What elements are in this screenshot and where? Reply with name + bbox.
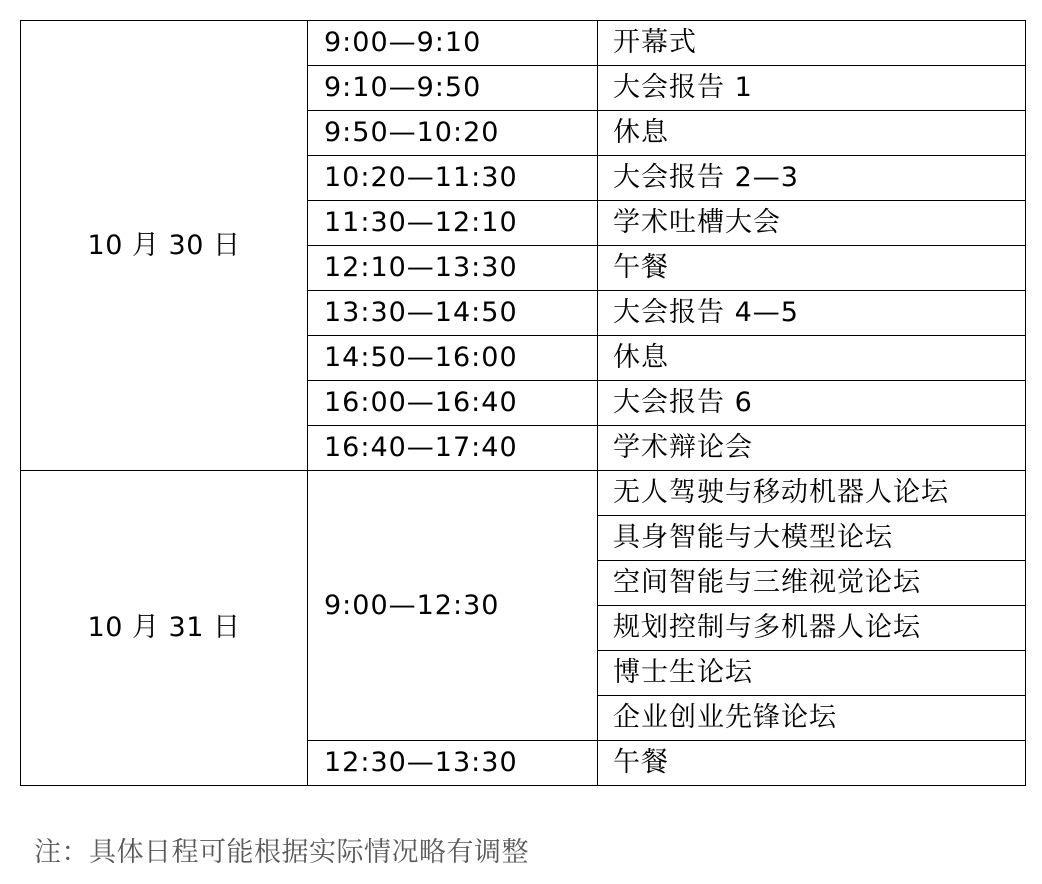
time-cell: 12:30—13:30: [308, 741, 598, 786]
event-cell: 休息: [598, 111, 1026, 156]
forum-cell: 无人驾驶与移动机器人论坛: [598, 471, 1026, 516]
time-cell: 14:50—16:00: [308, 336, 598, 381]
schedule-table: [20, 20, 1026, 786]
time-cell: 16:40—17:40: [308, 426, 598, 471]
date-cell-oct31: 10 月 31 日: [21, 471, 308, 786]
time-cell: 13:30—14:50: [308, 291, 598, 336]
event-cell: 午餐: [598, 246, 1026, 291]
forum-cell: 规划控制与多机器人论坛: [598, 606, 1026, 651]
event-cell: 休息: [598, 336, 1026, 381]
forum-cell: 博士生论坛: [598, 651, 1026, 696]
time-cell-forums: 9:00—12:30: [308, 471, 598, 741]
time-cell: 16:00—16:40: [308, 381, 598, 426]
event-cell: 大会报告 2—3: [598, 156, 1026, 201]
forum-cell: 企业创业先锋论坛: [598, 696, 1026, 741]
time-cell: 12:10—13:30: [308, 246, 598, 291]
event-cell: 开幕式: [598, 21, 1026, 66]
table-row: [21, 471, 1026, 516]
date-cell-oct30: 10 月 30 日: [21, 21, 308, 471]
forum-cell: 空间智能与三维视觉论坛: [598, 561, 1026, 606]
schedule-note: 注：具体日程可能根据实际情况略有调整: [34, 837, 529, 868]
time-cell: 9:10—9:50: [308, 66, 598, 111]
forum-cell: 具身智能与大模型论坛: [598, 516, 1026, 561]
event-cell: 学术辩论会: [598, 426, 1026, 471]
event-cell: 大会报告 4—5: [598, 291, 1026, 336]
event-cell: 大会报告 1: [598, 66, 1026, 111]
table-row: [21, 21, 1026, 66]
time-cell: 9:50—10:20: [308, 111, 598, 156]
time-cell: 9:00—9:10: [308, 21, 598, 66]
time-cell: 11:30—12:10: [308, 201, 598, 246]
event-cell: 学术吐槽大会: [598, 201, 1026, 246]
event-cell: 午餐: [598, 741, 1026, 786]
event-cell: 大会报告 6: [598, 381, 1026, 426]
time-cell: 10:20—11:30: [308, 156, 598, 201]
